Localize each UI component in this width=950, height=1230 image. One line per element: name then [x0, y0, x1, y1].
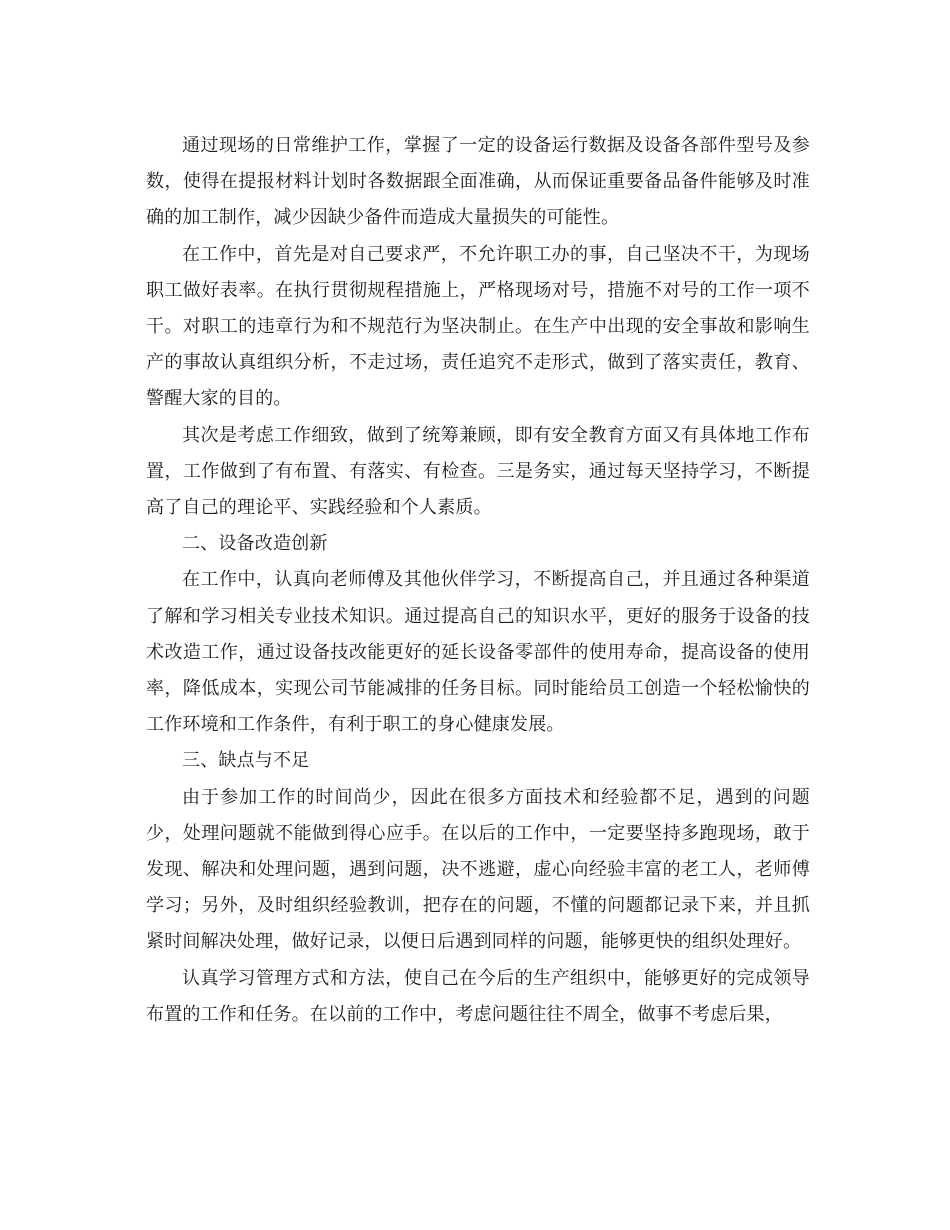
- paragraph-work-planning: 其次是考虑工作细致，做到了统筹兼顾，即有安全教育方面又有具体地工作布置，工作做到了有布置、有落实、有检查。三是务实，通过每天坚持学习，不断提高了自己的理论平、实践经验和个人素质。: [146, 424, 810, 519]
- paragraph-shortcomings: 由于参加工作的时间尚少，因此在很多方面技术和经验都不足，遇到的问题少，处理问题就不能做到得心应手。在以后的工作中，一定要坚持多跑现场，敢于发现、解决和处理问题，遇到问题，决不逃避，虚心向经验丰富的老工人，老师傅学习；另外，及时组织经验教训，把存在的问题，不懂的问题都记录下来，并且抓紧时间解决处理，做好记录，以便日后遇到同样的问题，能够更快的组织处理好。: [146, 786, 810, 953]
- document-body: [146, 128, 810, 1033]
- paragraph-self-discipline: 在工作中，首先是对自己要求严，不允许职工办的事，自己坚决不干，为现场职工做好表率。在执行贯彻规程措施上，严格现场对号，措施不对号的工作一项不干。对职工的违章行为和不规范行为坚决制止。在生产中出现的安全事故和影响生产的事故认真组织分析，不走过场，责任追究不走形式，做到了落实责任，教育、警醒大家的目的。: [146, 243, 810, 410]
- paragraph-management-study: 认真学习管理方式和方法，使自己在今后的生产组织中，能够更好的完成领导布置的工作和任务。在以前的工作中，考虑问题往往不周全，做事不考虑后果，: [146, 967, 810, 1025]
- paragraph-maintenance: 通过现场的日常维护工作，掌握了一定的设备运行数据及设备各部件型号及参数，使得在提报材料计划时各数据跟全面准确，从而保证重要备品备件能够及时准确的加工制作，减少因缺少备件而造成大量损失的可能性。: [146, 135, 810, 229]
- paragraph-equipment-innovation: 在工作中，认真向老师傅及其他伙伴学习，不断提高自己，并且通过各种渠道了解和学习相关专业技术知识。通过提高自己的知识水平，更好的服务于设备的技术改造工作，通过设备技改能更好的延长设备零部件的使用寿命，提高设备的使用率，降低成本，实现公司节能减排的任务目标。同时能给员工创造一个轻松愉快的工作环境和工作条件，有利于职工的身心健康发展。: [146, 569, 810, 736]
- section-heading-shortcomings: 三、缺点与不足: [182, 750, 310, 772]
- section-heading-equipment-innovation: 二、设备改造创新: [182, 533, 328, 555]
